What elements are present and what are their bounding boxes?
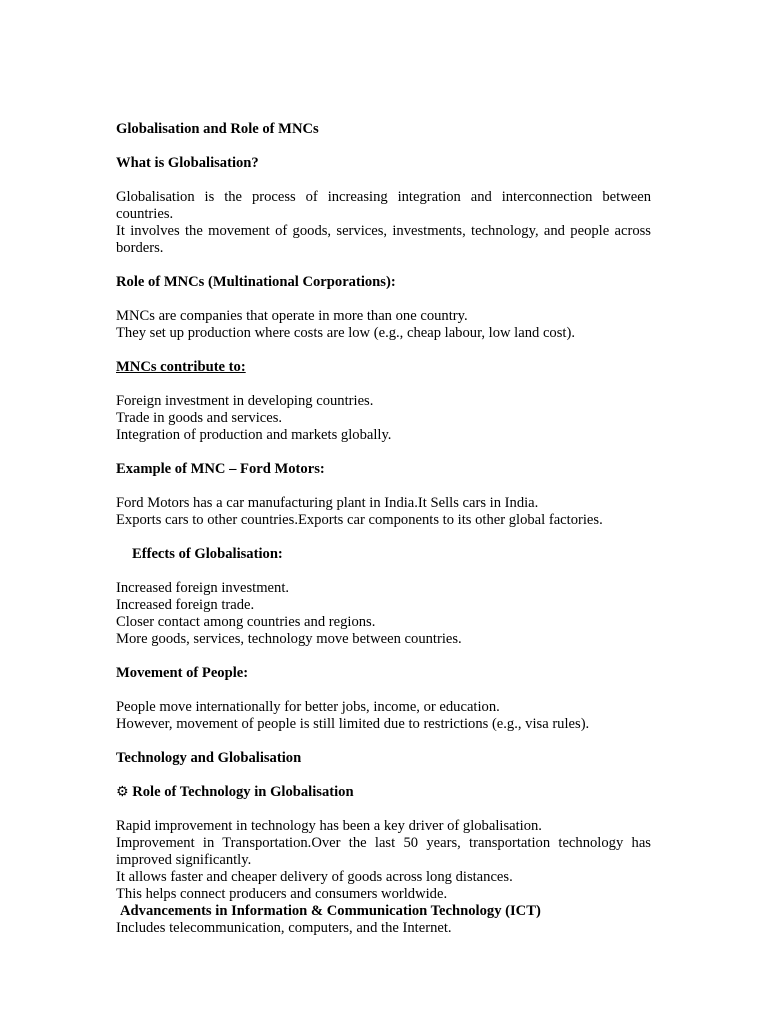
text-line: More goods, services, technology move between countries. xyxy=(116,631,462,647)
text-line: Exports cars to other countries.Exports car components to its other global factories. xyxy=(116,512,603,528)
paragraph-definition: Globalisation is the process of increasing integration and interconnection between countries. xyxy=(116,189,651,222)
text-line: This helps connect producers and consumers worldwide. xyxy=(116,886,448,902)
text-line: People move internationally for better jobs, income, or education. xyxy=(116,699,500,715)
section-heading-what-is-globalisation: What is Globalisation? xyxy=(116,155,259,171)
paragraph-movement: It involves the movement of goods, services, investments, technology, and people across borders. xyxy=(116,223,651,256)
text-line: Foreign investment in developing countries. xyxy=(116,393,374,409)
section-heading-role-of-mncs: Role of MNCs (Multinational Corporations): xyxy=(116,274,396,290)
text-line: Includes telecommunication, computers, and the Internet. xyxy=(116,920,452,936)
document-title: Globalisation and Role of MNCs xyxy=(116,121,319,137)
section-heading-role-of-technology xyxy=(116,784,651,801)
text-line: Ford Motors has a car manufacturing plant in India.It Sells cars in India. xyxy=(116,495,539,511)
section-heading-technology: Technology and Globalisation xyxy=(116,750,302,766)
text-line: Integration of production and markets globally. xyxy=(116,427,392,443)
gear-icon: ⚙ xyxy=(116,784,129,800)
document-body xyxy=(116,121,651,937)
heading-text: Role of Technology in Globalisation xyxy=(132,784,354,800)
text-line: Closer contact among countries and regions. xyxy=(116,614,376,630)
paragraph-transportation: Improvement in Transportation.Over the last 50 years, transportation technology has improved significantly. xyxy=(116,835,651,868)
section-heading-mncs-contribute: MNCs contribute to: xyxy=(116,359,246,375)
text-line: It allows faster and cheaper delivery of goods across long distances. xyxy=(116,869,513,885)
section-heading-movement-of-people: Movement of People: xyxy=(116,665,249,681)
section-heading-effects: Effects of Globalisation: xyxy=(132,546,283,562)
text-line: Increased foreign trade. xyxy=(116,597,255,613)
text-line: Trade in goods and services. xyxy=(116,410,283,426)
section-heading-ict: Advancements in Information & Communication Technology (ICT) xyxy=(120,903,541,919)
text-line: Increased foreign investment. xyxy=(116,580,290,596)
text-line: However, movement of people is still limited due to restrictions (e.g., visa rules). xyxy=(116,716,590,732)
text-line: Rapid improvement in technology has been a key driver of globalisation. xyxy=(116,818,542,834)
section-heading-ford-example: Example of MNC – Ford Motors: xyxy=(116,461,325,477)
text-line: They set up production where costs are low (e.g., cheap labour, low land cost). xyxy=(116,325,575,341)
text-line: MNCs are companies that operate in more than one country. xyxy=(116,308,468,324)
